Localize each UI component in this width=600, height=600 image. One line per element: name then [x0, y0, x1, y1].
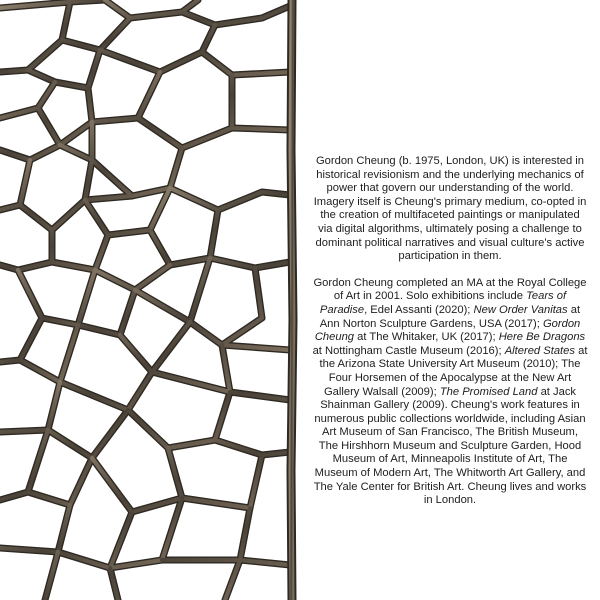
exhibition-venue: at The Whitaker, UK (2017);	[354, 331, 499, 344]
exhibition-venue: at Ann Norton Sculpture Gardens, USA (2017);	[319, 303, 581, 330]
bio-outro: at Jack Shainman Gallery (2009). Cheung's work features in numerous public collections worldwide, including Asian Art Museum of San Francisco, The British Museum, The Hirshhorn Museum and Sculpture Garden, Hood Museum of Art, Minneapolis Institute of Art, The Museum of Modern Art, The Whitworth Art Gallery, and The Yale Center for British Art. Cheung lives and works in London.	[313, 385, 587, 507]
artist-biography	[312, 155, 588, 521]
exhibition-title: Altered States	[504, 344, 575, 357]
exhibition-title: New Order Vanitas	[473, 303, 568, 316]
exhibition-venue: at the Arizona State University Art Museum (2010); The Four Horsemen of the Apocalypse at the New Art Gallery Walsall (2009);	[319, 344, 588, 398]
exhibition-title: The Promised Land	[439, 385, 538, 398]
bio-paragraph-1: Gordon Cheung (b. 1975, London, UK) is interested in historical revisionism and the underlying mechanics of power that govern our understanding of the world. Imagery itself is Cheung's primary medium, co-opted in the creation of multifaceted paintings or manipulated via digital algorithms, ultimately posing a challenge to dominant political narratives and visual culture's active participation in them.	[313, 155, 587, 263]
exhibition-venue: , Edel Assanti (2020);	[364, 303, 474, 316]
exhibition-title: Here Be Dragons	[498, 331, 586, 344]
bio-paragraph-2	[312, 277, 588, 508]
exhibition-title: Gordon Cheung	[314, 317, 581, 344]
bio-intro: Gordon Cheung completed an MA at the Royal College of Art in 2001. Solo exhibitions include	[313, 276, 587, 303]
exhibition-venue: at Nottingham Castle Museum (2016);	[312, 344, 505, 357]
exhibition-title: Tears of Paradise	[319, 290, 567, 316]
